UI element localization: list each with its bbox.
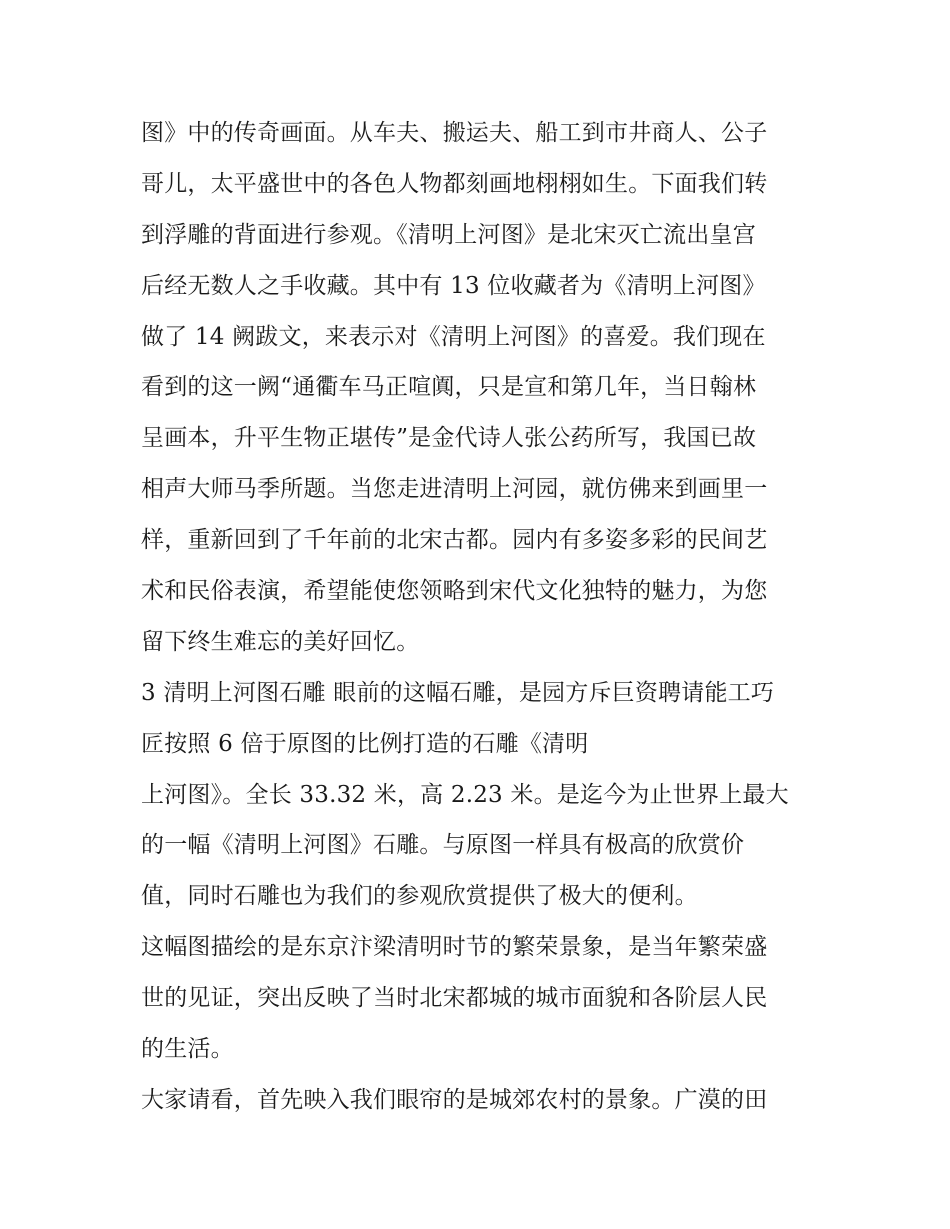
text-line: 相声大师马季所题。当您走进清明上河园，就仿佛来到画里一 — [141, 476, 768, 503]
section-heading-line: 3 清明上河图石雕 眼前的这幅石雕，是园方斥巨资聘请能工巧 — [141, 679, 775, 706]
text-line: 大家请看，首先映入我们眼帘的是城郊农村的景象。广漠的田 — [141, 1086, 768, 1113]
text-line: 这幅图描绘的是东京汴梁清明时节的繁荣景象，是当年繁荣盛 — [141, 934, 768, 961]
body-text — [141, 108, 821, 1126]
text-line: 做了 14 阙跋文，来表示对《清明上河图》的喜爱。我们现在 — [141, 323, 766, 350]
text-line: 看到的这一阙“通衢车马正喧阗，只是宣和第几年，当日翰林 — [141, 374, 757, 401]
text-line: 哥儿，太平盛世中的各色人物都刻画地栩栩如生。下面我们转 — [141, 170, 768, 197]
text-line: 的生活。 — [141, 1036, 234, 1063]
text-line: 值，同时石雕也为我们的参观欣赏提供了极大的便利。 — [141, 883, 698, 910]
text-line: 到浮雕的背面进行参观。《清明上河图》是北宋灭亡流出皇宫 — [141, 221, 756, 248]
text-line: 匠按照 6 倍于原图的比例打造的石雕《清明 — [141, 730, 589, 757]
text-line: 的一幅《清明上河图》石雕。与原图一样具有极高的欣赏价 — [141, 832, 745, 859]
text-line: 上河图》。全长 33.32 米，高 2.23 米。是迄今为止世界上最大 — [141, 781, 789, 808]
text-line: 呈画本，升平生物正堪传”是金代诗人张公药所写，我国已故 — [141, 425, 757, 452]
text-line: 世的见证，突出反映了当时北宋都城的城市面貌和各阶层人民 — [141, 985, 768, 1012]
text-line: 图》中的传奇画面。从车夫、搬运夫、船工到市井商人、公子 — [141, 120, 768, 146]
text-line: 样，重新回到了千年前的北宋古都。园内有多姿多彩的民间艺 — [141, 527, 768, 554]
text-line: 术和民俗表演，希望能使您领略到宋代文化独特的魅力，为您 — [141, 578, 768, 605]
text-line: 留下终生难忘的美好回忆。 — [141, 628, 420, 655]
text-line: 后经无数人之手收藏。其中有 13 位收藏者为《清明上河图》 — [141, 272, 766, 299]
